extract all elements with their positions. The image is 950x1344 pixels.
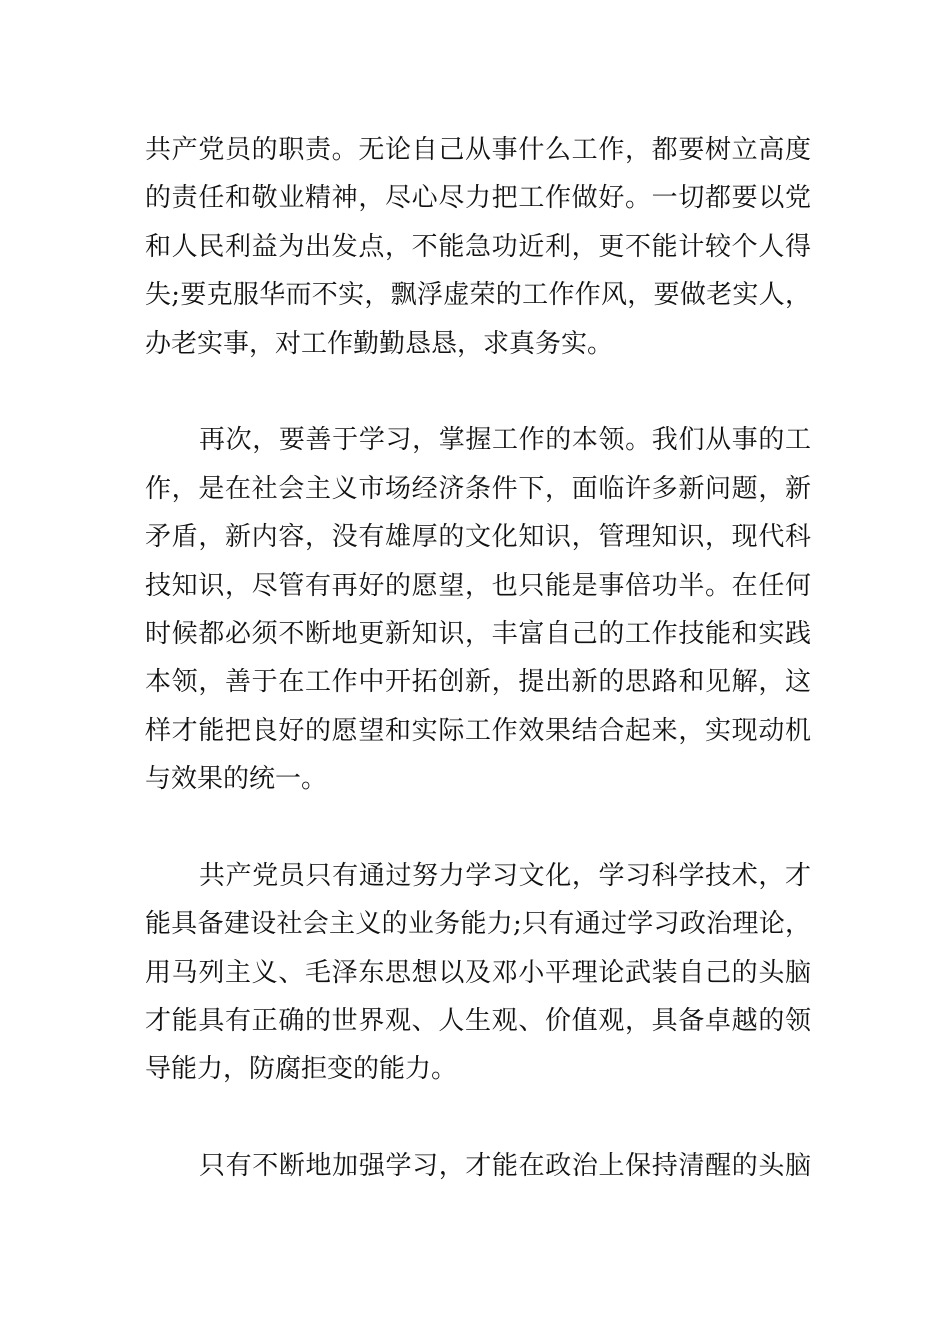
paragraph (145, 1142, 811, 1190)
text-line: 失;要克服华而不实，飘浮虚荣的工作作风，要做老实人， (145, 280, 811, 311)
paragraph-spacer (145, 803, 811, 851)
text-line: 只有不断地加强学习，才能在政治上保持清醒的头脑 (199, 1151, 811, 1182)
text-line: 办老实事，对工作勤勤恳恳，求真务实。 (145, 328, 614, 359)
text-line: 再次，要善于学习，掌握工作的本领。我们从事的工 (199, 425, 811, 456)
text-line: 矛盾，新内容，没有雄厚的文化知识，管理知识，现代科 (145, 522, 811, 553)
text-line: 的责任和敬业精神，尽心尽力把工作做好。一切都要以党 (145, 183, 811, 214)
text-line: 共产党员的职责。无论自己从事什么工作，都要树立高度 (145, 135, 811, 165)
text-line: 本领，善于在工作中开拓创新，提出新的思路和见解，这 (145, 667, 811, 698)
paragraph (145, 126, 811, 368)
text-line: 导能力，防腐拒变的能力。 (145, 1054, 458, 1085)
paragraph (145, 416, 811, 803)
text-line: 样才能把良好的愿望和实际工作效果结合起来，实现动机 (145, 715, 811, 746)
paragraph-spacer (145, 368, 811, 416)
paragraph-spacer (145, 1094, 811, 1142)
text-line: 能具备建设社会主义的业务能力;只有通过学习政治理论， (145, 909, 811, 940)
text-line: 共产党员只有通过努力学习文化，学习科学技术，才 (199, 860, 811, 891)
text-line: 才能具有正确的世界观、人生观、价值观，具备卓越的领 (145, 1006, 811, 1037)
text-line: 和人民利益为出发点，不能急功近利，更不能计较个人得 (145, 231, 811, 262)
paragraph (145, 852, 811, 1094)
text-line: 与效果的统一。 (145, 764, 328, 795)
text-line: 技知识，尽管有再好的愿望，也只能是事倍功半。在任何 (145, 570, 811, 601)
text-line: 时候都必须不断地更新知识，丰富自己的工作技能和实践 (145, 618, 811, 649)
text-line: 作，是在社会主义市场经济条件下，面临许多新问题，新 (145, 473, 811, 504)
text-line: 用马列主义、毛泽东思想以及邓小平理论武装自己的头脑 (145, 957, 811, 988)
document-body (145, 126, 811, 1191)
